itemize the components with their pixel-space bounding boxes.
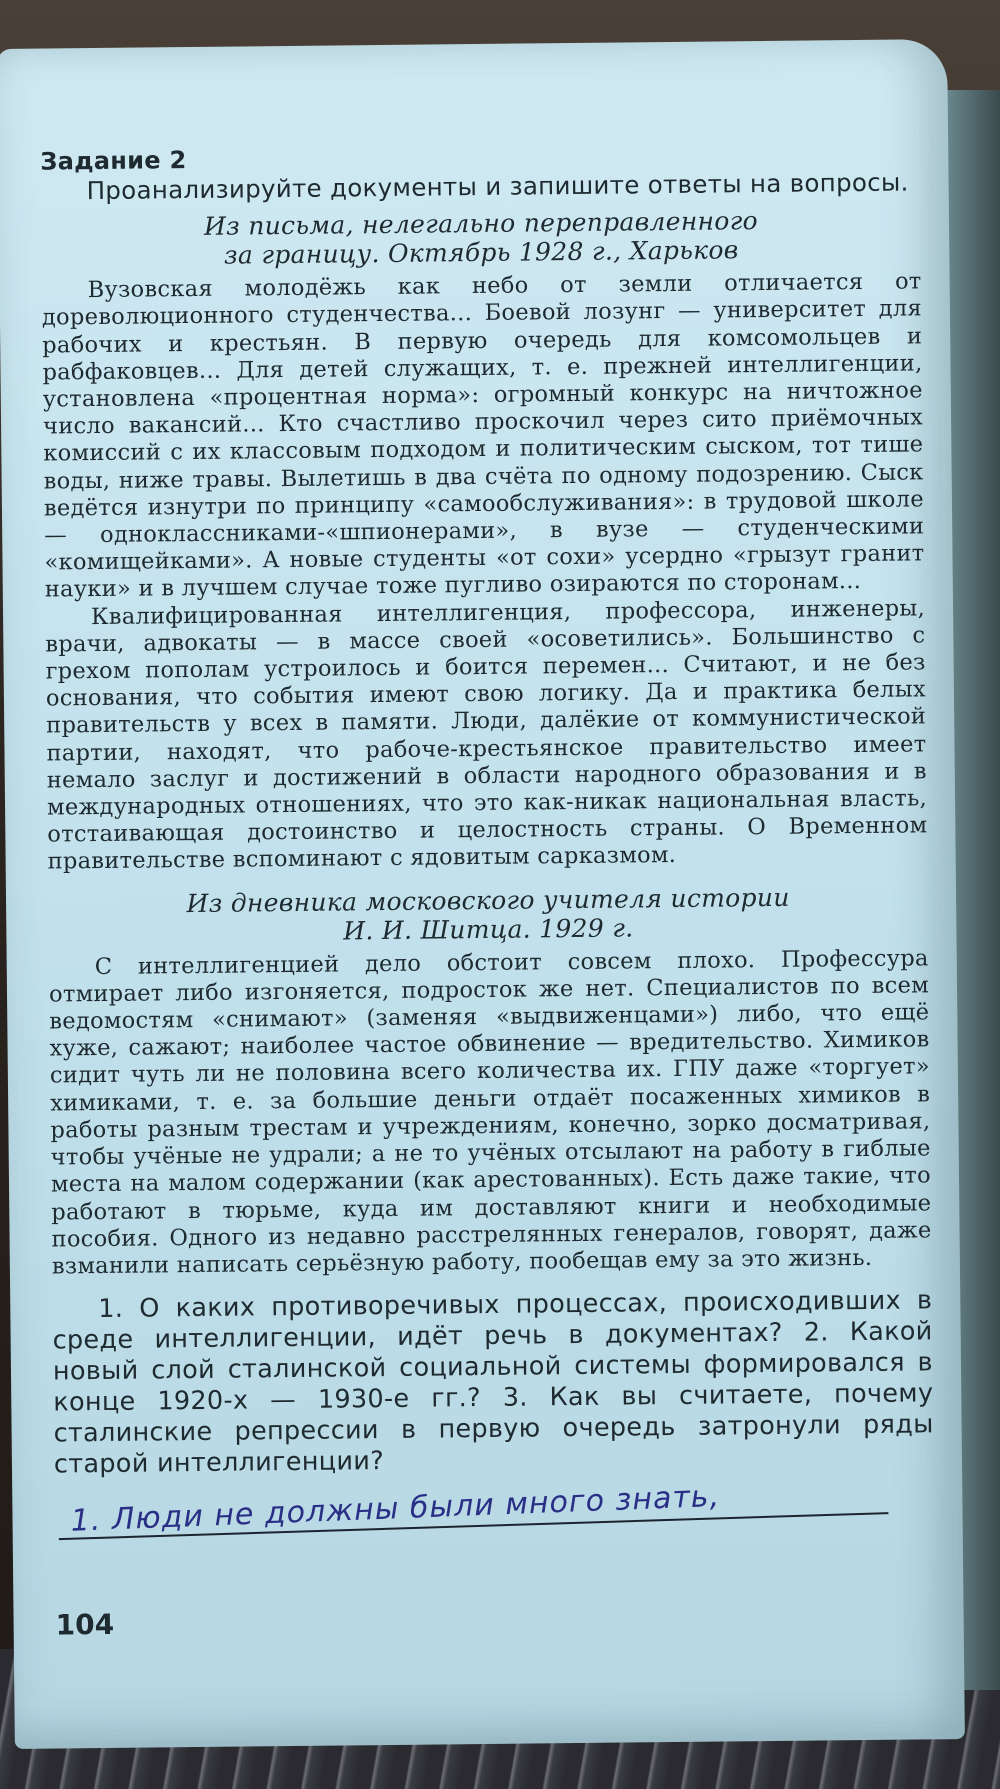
page-number: 104 — [55, 1607, 115, 1642]
task-instruction: Проанализируйте документы и запишите ответы на вопросы. — [86, 167, 909, 206]
document-1-heading-line-2: за границу. Октябрь 1928 г., Харьков — [223, 235, 739, 270]
questions-block: 1. О каких противоречивых процессах, происходивших в среде интеллигенции, идёт речь в документах? 2. Какой новый слой сталинской социальной системы формировался в конце 1920-х — 1930-е гг.? 3. Как вы считаете, почему сталинские репрессии в первую очередь затронули ряды старой интеллигенции? — [52, 1285, 934, 1480]
document-2-heading — [48, 881, 929, 948]
page-content — [40, 139, 934, 1480]
handwritten-answer: 1. Люди не должны были много знать, — [70, 1478, 721, 1539]
document-2-heading-line-2: И. И. Шитца. 1929 г. — [343, 913, 634, 946]
document-2-paragraph-1: С интеллигенцией дело обстоит совсем плохо. Профессура отмирает либо изгоняется, подросток же нет. Специалистов по всем ведомостям «снимают» (заменяя «выдвиженцами») либо, что ещё хуже, сажают; наиболее частое обвинение — вредительство. Химиков сидит чуть ли не половина всего количества их. ГПУ даже «торгует» химиками, т. е. за большие деньги отдаёт посаженных химиков в работы разным трестам и учреждениям, конечно, зорко досматривая, чтобы учёные не удрали; а не то учёных отсылают на работу в гиблые места на малом содержании (как арестованных). Есть даже такие, что работают в тюрьме, куда им доставляют книги и необходимые пособия. Одного из недавно расстрелянных генералов, говорят, даже взманили написать серьёзную работу, пообещав ему за это жизнь. — [48, 944, 932, 1280]
document-1-paragraph-1: Вузовская молодёжь как небо от земли отличается от дореволюционного студенчества... Боевой лозунг — университет для рабочих и крестьян. В первую очередь для комсомольцев и рабфаковцев... Для детей служащих, т. е. прежней интеллигенции, установлена «процентная норма»: огромный конкурс на ничтожное число вакансий... Кто счастливо проскочил через сито приёмочных комиссий с их классовым подходом и политическим сыском, тот тише воды, ниже травы. Вылетишь в два счёта по одному подозрению. Сыск ведётся изнутри по принципу «самообслуживания»: в трудовой школе — одноклассниками-«шпионерами», в вузе — студенческими «комищейками». А новые студенты «от сохи» усердно «грызут гранит науки» и в лучшем случае тоже пугливо озираются по сторонам... — [41, 268, 925, 603]
textbook-page — [0, 39, 965, 1749]
document-1-heading — [41, 205, 922, 272]
document-2-heading-line-1: Из дневника московского учителя истории — [186, 882, 790, 918]
task-title: Задание 2 — [40, 146, 187, 176]
document-1-heading-line-1: Из письма, нелегально переправленного — [203, 206, 759, 242]
document-1-paragraph-2: Квалифицированная интеллигенция, профессора, инженеры, врачи, адвокаты — в массе своей «осоветились». Большинство с грехом пополам устроилось и боится перемен... Считают, и не без основания, что события имеют свою логику. Да и практика белых правительств у всех в памяти. Люди, далёкие от коммунистической партии, находят, что рабоче-крестьянское правительство имеет немало заслуг и достижений в области народного образования и в международных отношениях, что это как-никак национальная власть, отстаивающая достоинство и целостность страны. О Временном правительстве вспоминают с ядовитым сарказмом. — [45, 594, 928, 876]
